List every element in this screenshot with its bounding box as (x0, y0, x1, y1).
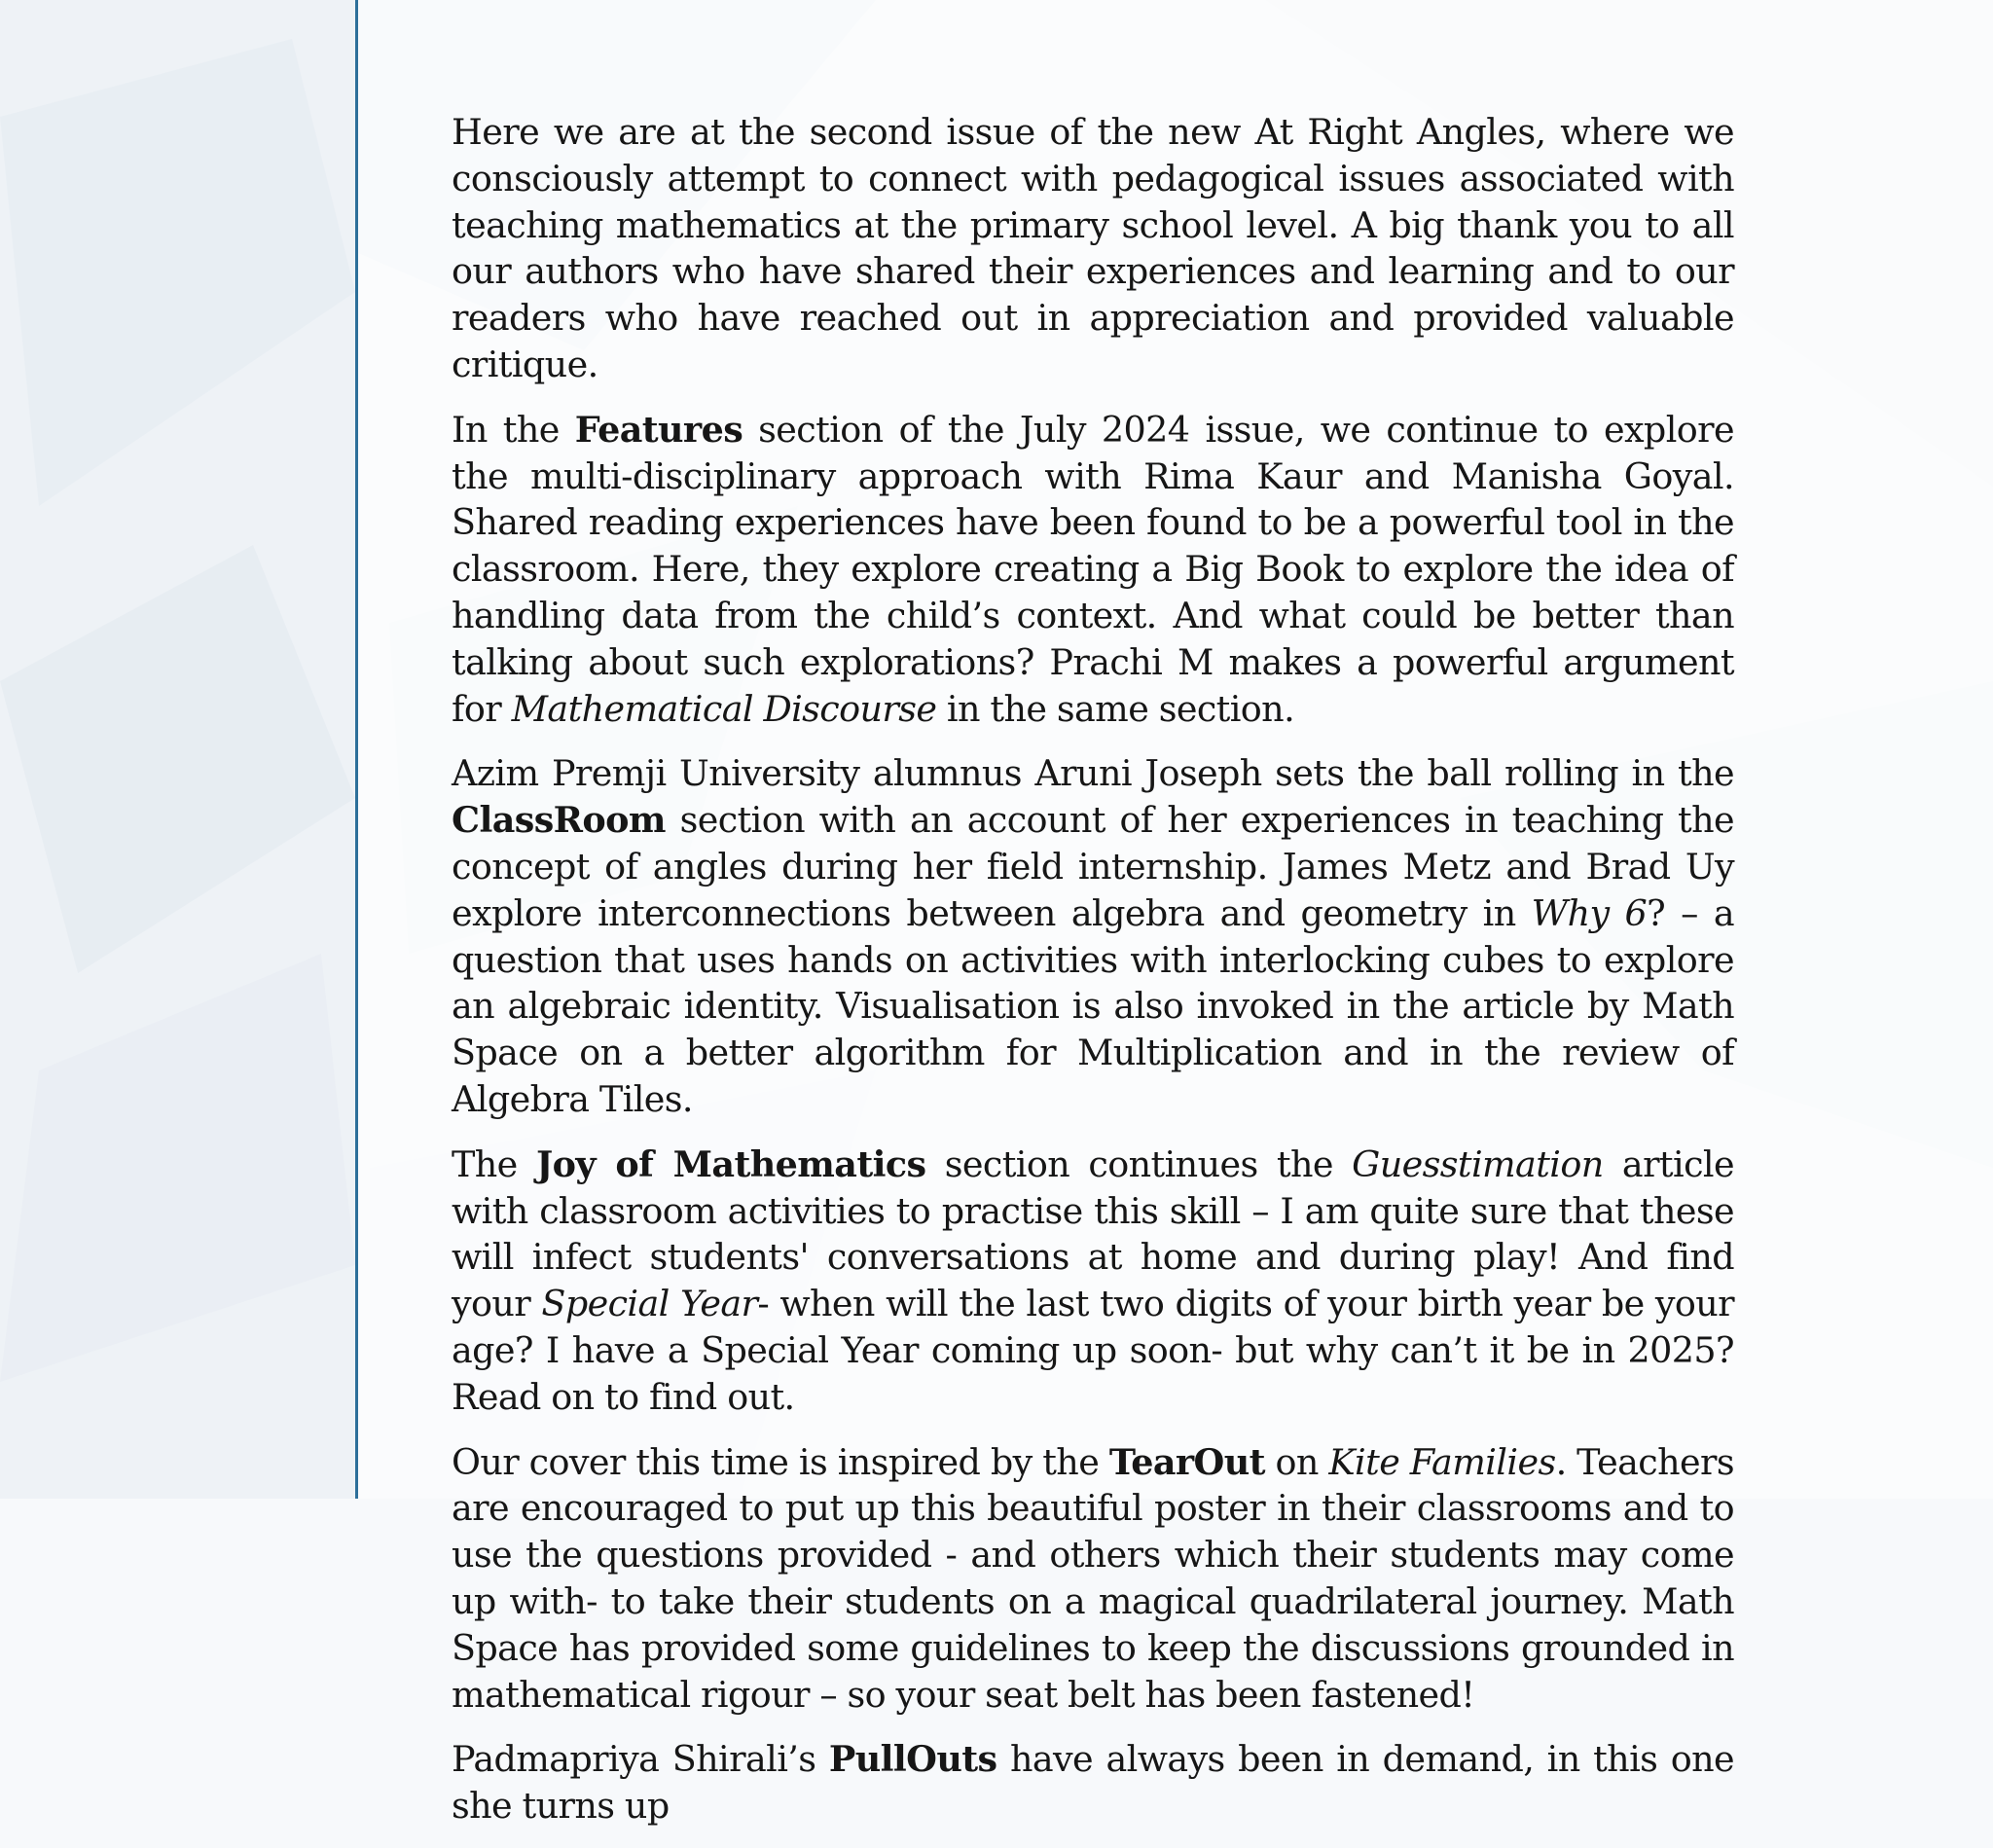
article-title-kite-families: Kite Families (1328, 1440, 1556, 1483)
p3-text-a: Azim Premji University alumnus Aruni Joseph sets the ball rolling in the (452, 752, 1734, 795)
article-title-guesstimation: Guesstimation (1352, 1142, 1604, 1185)
paragraph-2 (452, 407, 1734, 733)
p2-text-d: in the same section. (936, 687, 1295, 730)
p6-text-a: Padmapriya Shirali’s (452, 1738, 829, 1781)
p4-text-c: section continues the (925, 1142, 1353, 1185)
section-name-tearout: TearOut (1108, 1440, 1265, 1483)
paragraph-6 (452, 1736, 1734, 1830)
p4-text-d: article with classroom activities to practise this skill – I am quite sure that these will infect students' conversations at home and during play! And find your (452, 1142, 1734, 1325)
p3-text-d: ? – a question that uses hands on activities with interlocking cubes to explore an algebraic identity. Visualisation is also invoked in the article by Math Space on a better algorithm for Multiplication and in the review of Algebra Tiles. (452, 891, 1734, 1120)
p4-text-a: The (452, 1142, 536, 1185)
p4-text-e: - when will the last two digits of your birth year be your age? I have a Special Year coming up soon- but why can’t it be in 2025? Read on to find out. (452, 1283, 1735, 1418)
p6-text-c: have always been in demand, in this one she turns up (452, 1738, 1734, 1828)
section-name-features: Features (574, 408, 743, 451)
p5-text-c: on (1264, 1440, 1329, 1483)
section-name-pullouts: PullOuts (828, 1738, 997, 1781)
paragraph-5 (452, 1439, 1734, 1719)
section-name-classroom: ClassRoom (452, 799, 666, 842)
p5-text-d: . Teachers are encouraged to put up this beautiful poster in their classrooms and to use the questions provided - and others which their students may come up with- to take their students on a magical quadrilateral journey. Math Space has provided some guidelines to keep the discussions grounded in mathematical rigour – so your seat belt has been fastened! (452, 1440, 1734, 1716)
paragraph-4 (452, 1141, 1734, 1421)
p2-text-a: In the (452, 408, 575, 451)
p2-text-c: section of the July 2024 issue, we continue to explore the multi-disciplinary approach with Rima Kaur and Manisha Goyal. Shared reading experiences have been found to be a powerful tool in the classroom. Here, they explore creating a Big Book to explore the idea of handling data from the child’s context. And what could be better than talking about such explorations? Prachi M makes a powerful argument for (452, 408, 1734, 730)
editorial-body (452, 109, 1734, 1848)
p5-text-a: Our cover this time is inspired by the (452, 1440, 1109, 1483)
article-title-why-6: Why 6 (1531, 891, 1648, 934)
paragraph-1 (452, 109, 1734, 388)
p3-text-c: section with an account of her experiences in teaching the concept of angles during her field internship. James Metz and Brad Uy explore interconnections between algebra and geometry in (452, 799, 1734, 934)
article-title-mathematical-discourse: Mathematical Discourse (511, 687, 937, 730)
article-title-special-year: Special Year (541, 1283, 758, 1325)
paragraph-3 (452, 750, 1734, 1122)
paragraph-1-text: Here we are at the second issue of the new At Right Angles, where we consciously attempt to connect with pedagogical issues associated with teaching mathematics at the primary school level. A big thank you to all our authors who have shared their experiences and learning and to our readers who have reached out in appreciation and provided valuable critique. (452, 111, 1734, 385)
section-name-joy-of-mathematics: Joy of Mathematics (535, 1142, 926, 1185)
left-margin-rule (355, 0, 358, 1499)
